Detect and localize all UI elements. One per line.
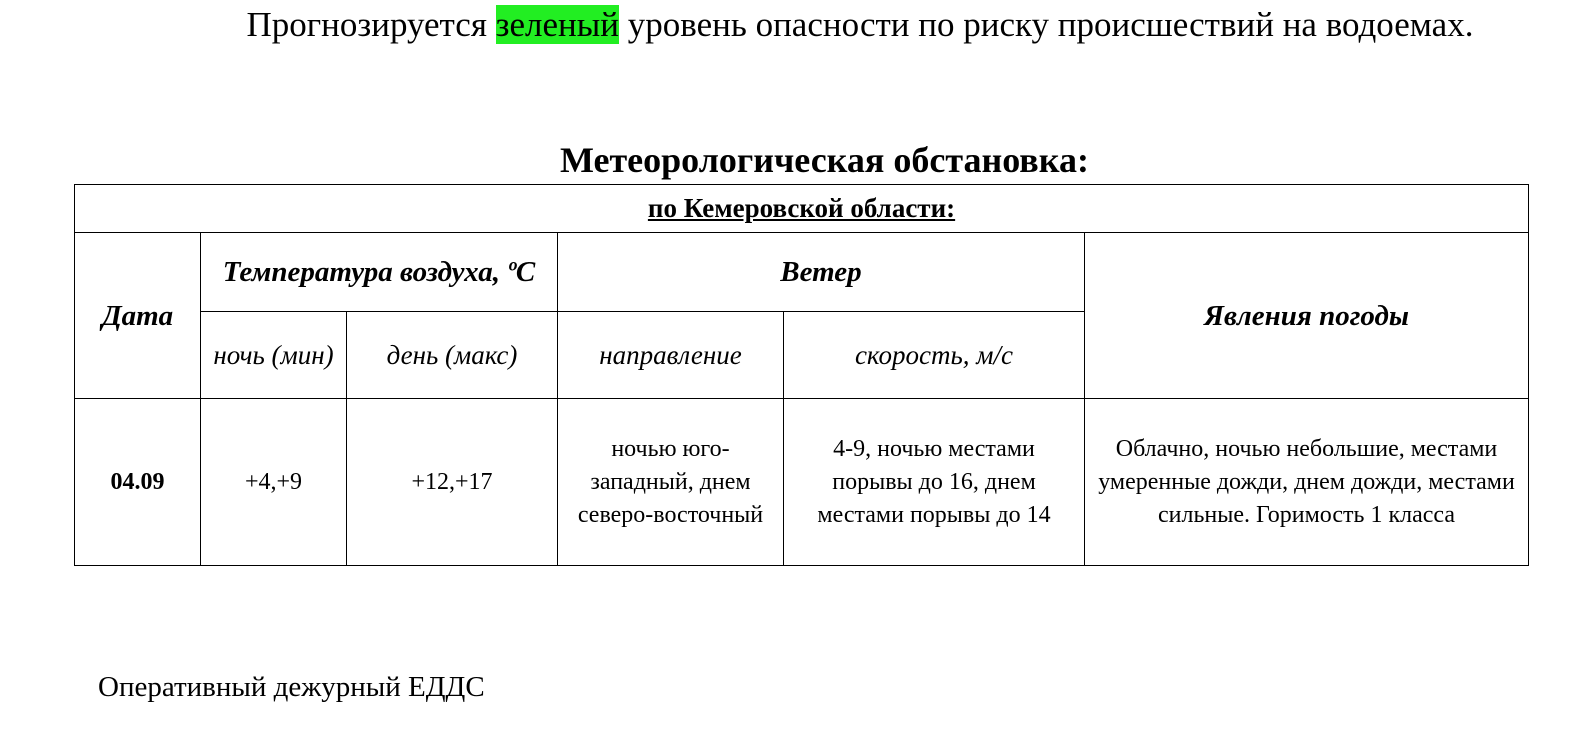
speed-cell: 4-9, ночью местами порывы до 16, днем местами порывы до 14 xyxy=(784,399,1085,566)
temperature-header: Температура воздуха, ºС xyxy=(201,233,558,312)
forecast-text xyxy=(240,2,1480,48)
night-min-header: ночь (мин) xyxy=(201,312,347,399)
day-max-header: день (макс) xyxy=(347,312,558,399)
direction-header: направление xyxy=(558,312,784,399)
phenomena-cell: Облачно, ночью небольшие, местами умеренные дожди, днем дожди, местами сильные. Горимость 1 класса xyxy=(1085,399,1529,566)
forecast-prefix: Прогнозируется xyxy=(246,5,496,44)
phenomena-header: Явления погоды xyxy=(1085,233,1529,399)
direction-cell: ночью юго-западный, днем северо-восточный xyxy=(558,399,784,566)
footer-signature: Оперативный дежурный ЕДДС xyxy=(98,671,485,703)
date-cell: 04.09 xyxy=(75,399,201,566)
night-min-cell: +4,+9 xyxy=(201,399,347,566)
day-max-cell: +12,+17 xyxy=(347,399,558,566)
meteo-title: Метеорологическая обстановка: xyxy=(560,140,1089,180)
region-header: по Кемеровской области: xyxy=(75,185,1529,233)
wind-header: Ветер xyxy=(558,233,1085,312)
weather-table xyxy=(74,184,1529,566)
speed-header: скорость, м/с xyxy=(784,312,1085,399)
table-row xyxy=(75,399,1529,566)
danger-level-highlight: зеленый xyxy=(495,5,620,44)
date-header: Дата xyxy=(75,233,201,399)
forecast-suffix: уровень опасности по риску происшествий на водоемах. xyxy=(619,5,1474,44)
